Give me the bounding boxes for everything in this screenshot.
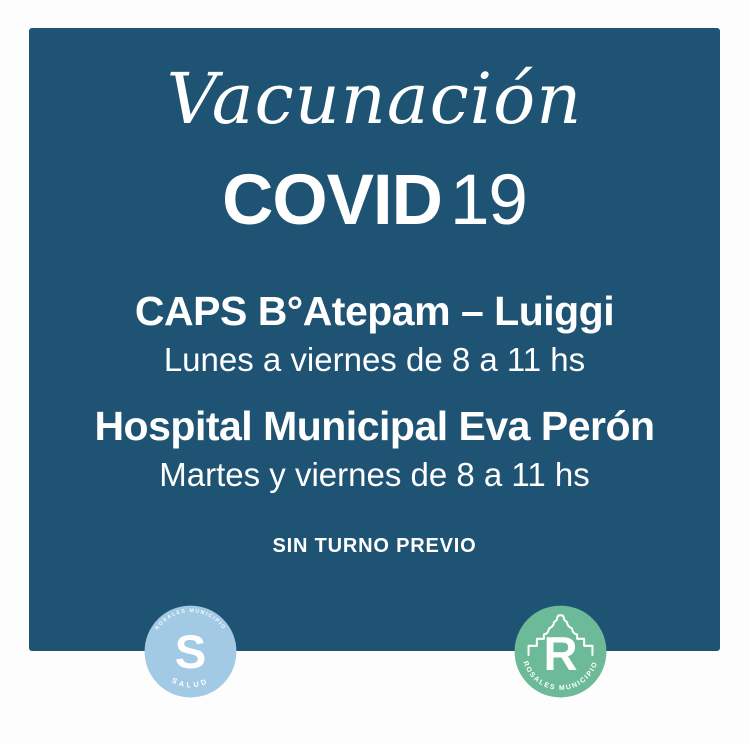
salud-badge-arc-bottom-text: SALUD — [170, 675, 211, 690]
script-title: Vacunación — [166, 58, 583, 140]
covid-word: COVID — [222, 161, 442, 240]
salud-badge-initial: S — [174, 626, 207, 680]
rosales-badge-initial: R — [543, 627, 578, 681]
rosales-badge-icon — [508, 599, 613, 704]
no-appointment-note: SIN TURNO PREVIO — [272, 535, 477, 557]
covid-title — [29, 161, 720, 240]
location-2-name: Hospital Municipal Eva Perón — [94, 403, 655, 449]
poster-card — [29, 28, 720, 651]
salud-badge — [138, 599, 243, 704]
location-1-schedule: Lunes a viernes de 8 a 11 hs — [163, 341, 586, 378]
location-2-schedule: Martes y viernes de 8 a 11 hs — [159, 456, 590, 493]
salud-badge-arc-top-text: ROSALES MUNICIPIO — [154, 608, 227, 632]
salud-badge-icon — [138, 599, 243, 704]
location-1-name: CAPS B°Atepam – Luiggi — [134, 288, 615, 334]
covid-number: 19 — [449, 161, 527, 240]
rosales-badge-arc-bottom-text: ROSALES MUNICIPIO — [521, 660, 600, 693]
rosales-municipio-badge — [508, 599, 613, 704]
